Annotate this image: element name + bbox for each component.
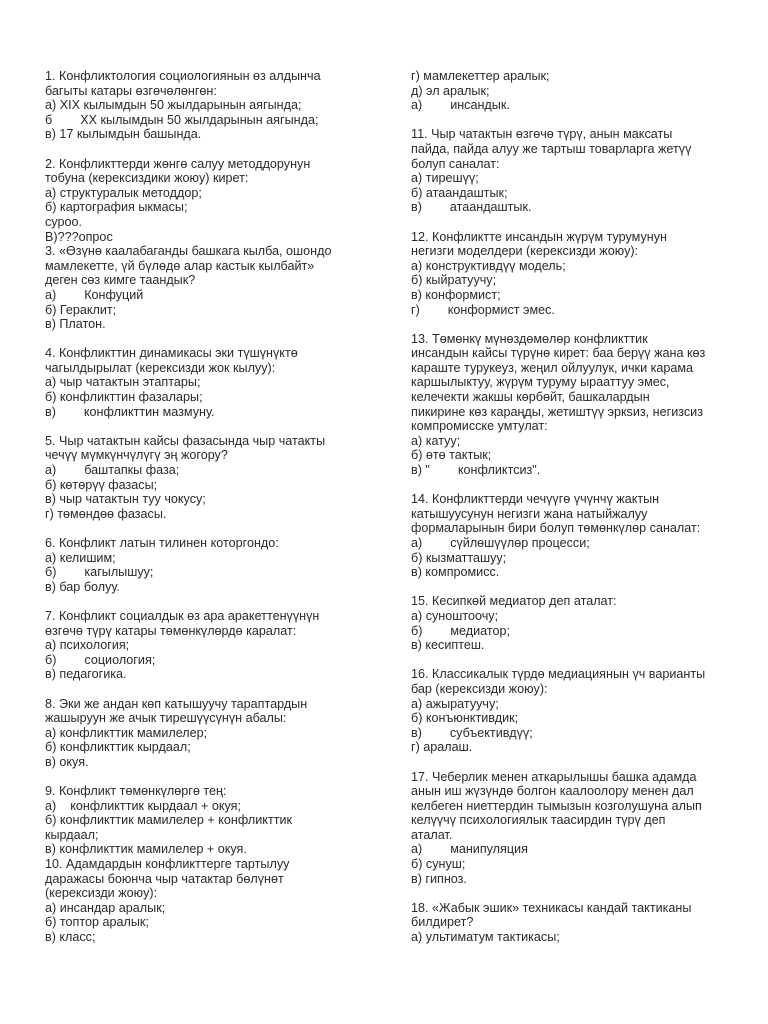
text-line: а) манипуляция xyxy=(411,842,528,857)
text-line: б) медиатор; xyxy=(411,623,511,638)
text-line: В)???опрос xyxy=(45,229,113,244)
text-line: а) конфликттик кырдаал + окуя; xyxy=(45,798,241,813)
text-line: б) конфликттик кырдаал; xyxy=(45,740,191,755)
text-line: 15. Кесипкөй медиатор деп аталат: xyxy=(411,594,617,609)
text-line: 11. Чыр чатактын өзгөчө түрү, анын максаты xyxy=(411,127,673,142)
text-line: г) аралаш. xyxy=(411,740,473,755)
blank-line xyxy=(45,142,375,157)
text-line: багыты катары өзгөчөлөнгөн: xyxy=(45,83,217,98)
text-line: 17. Чеберлик менен аткарылышы башка адамда xyxy=(411,769,697,784)
text-line: 6. Конфликт латын тилинен которгондо: xyxy=(45,536,279,550)
text-line: 14. Конфликттерди чечүүгө үчүнчү жактын xyxy=(411,492,660,507)
text-line: 7. Конфликт социалдык өз ара аракеттенүүнүн xyxy=(45,608,320,623)
text-line: б) кыйратуучу; xyxy=(411,273,497,288)
text-line: а) инсандар аралык; xyxy=(45,900,166,915)
text-line: в) бар болуу. xyxy=(45,579,120,594)
text-line: бар (керексизди жоюу): xyxy=(411,681,548,696)
left-column xyxy=(45,69,375,945)
text-line: б) кызматташуу; xyxy=(411,550,507,565)
text-line: болуп саналат: xyxy=(411,156,500,171)
text-line: анын иш жүзүндө болгон каалоолору менен дал xyxy=(411,784,694,799)
text-line: д) эл аралык; xyxy=(411,83,490,98)
text-line: б) социология; xyxy=(45,652,156,667)
text-line: в) 17 кылымдын башында. xyxy=(45,127,202,142)
text-line: а) ультиматум тактикасы; xyxy=(411,930,560,945)
text-line: а) XIX кылымдын 50 жылдарынын аягында; xyxy=(45,98,302,113)
text-line: (керексизди жоюу): xyxy=(45,886,158,901)
text-line: формаларынын бири болуп төмөнкүлөр саналат: xyxy=(411,521,701,536)
text-line: 5. Чыр чатактын кайсы фазасында чыр чатакты xyxy=(45,433,326,448)
text-line: инсандын кайсы түрүнө кирет: баа берүү жана көз xyxy=(411,346,706,361)
text-line: даражасы боюнча чыр чатактар бөлүнөт xyxy=(45,871,284,886)
text-line: а) тирешүү; xyxy=(411,171,479,186)
text-line: а) сүйлөшүүлөр процесси; xyxy=(411,536,590,550)
text-line: суроо. xyxy=(45,214,82,229)
text-line: 9. Конфликт төмөнкүлөргө тең: xyxy=(45,784,227,799)
text-line: а) баштапкы фаза; xyxy=(45,463,180,478)
text-line: кырдаал; xyxy=(45,827,99,842)
text-line: в) " конфликтсиз". xyxy=(411,463,541,478)
blank-line xyxy=(411,886,741,901)
blank-line xyxy=(411,113,741,128)
text-line: мамлекетте, үй бүлөдө алар кастык кылбайт» xyxy=(45,258,315,273)
text-line: в) Платон. xyxy=(45,317,106,332)
blank-line xyxy=(411,653,741,668)
text-line: жашыруун же ачык тирешүүсүнүн абалы: xyxy=(45,711,287,726)
text-line: в) гипноз. xyxy=(411,871,467,886)
blank-line xyxy=(411,317,741,332)
text-line: б XX кылымдын 50 жылдарынын аягында; xyxy=(45,112,319,127)
text-line: а) келишим; xyxy=(45,550,116,565)
text-line: б) көтөрүү фазасы; xyxy=(45,477,158,492)
blank-line xyxy=(411,478,741,493)
text-line: в) конфликттик мамилелер + окуя. xyxy=(45,842,247,857)
text-line: а) конфликттик мамилелер; xyxy=(45,725,208,740)
text-line: б) картография ыкмасы; xyxy=(45,200,188,215)
text-line: а) катуу; xyxy=(411,433,461,448)
text-line: каршылыктуу, жүрүм туруму ырааттуу эмес, xyxy=(411,375,670,390)
text-line: б) кагылышуу; xyxy=(45,565,154,580)
text-line: б) өтө тактык; xyxy=(411,448,492,463)
text-line: катышуусунун негизги жана натыйжалуу xyxy=(411,506,648,521)
text-line: өзгөчө түрү катары төмөнкүлөрдө каралат: xyxy=(45,623,297,638)
text-line: а) чыр чатактын этаптары; xyxy=(45,375,201,390)
text-line: в) субъективдүү; xyxy=(411,725,533,740)
text-line: б) конъюнктивдик; xyxy=(411,711,519,726)
text-line: а) ажыратуучу; xyxy=(411,696,499,711)
text-line: б) атаандаштык; xyxy=(411,185,508,200)
text-line: б) конфликттик мамилелер + конфликттик xyxy=(45,813,293,828)
blank-line xyxy=(411,755,741,770)
text-line: б) конфликттин фазалары; xyxy=(45,390,203,405)
text-line: в) кесиптеш. xyxy=(411,638,485,653)
text-line: тобуна (керексиздики жоюу) кирет: xyxy=(45,171,249,186)
text-line: 18. «Жабык эшик» техникасы кандай тактиканы xyxy=(411,900,692,915)
text-line: компромисске умтулат: xyxy=(411,419,548,434)
text-line: пайда, пайда алуу же тартыш товарларга жетүү xyxy=(411,141,692,156)
text-line: 2. Конфликттерди жөнгө салуу методдорунун xyxy=(45,156,311,171)
text-line: в) конформист; xyxy=(411,287,501,302)
text-line: билдирет? xyxy=(411,915,474,930)
text-line: деген сөз кимге таандык? xyxy=(45,273,196,288)
text-line: 3. «Өзүнө каалабаганды башкага кылба, ошондо xyxy=(45,244,332,259)
text-line: 16. Классикалык түрдө медиациянын үч варианты xyxy=(411,667,706,682)
text-line: негизги моделдери (керексизди жоюу): xyxy=(411,244,639,259)
text-line: в) конфликттин мазмуну. xyxy=(45,404,215,419)
text-line: б) сунуш; xyxy=(411,857,466,872)
text-line: в) компромисс. xyxy=(411,565,500,580)
text-line: караште турукеуз, жеңил ойлуулук, ички карама xyxy=(411,360,694,375)
text-line: 4. Конфликттин динамикасы эки түшүнүктө xyxy=(45,346,298,361)
blank-line xyxy=(45,682,375,697)
text-line: а) психология; xyxy=(45,638,130,653)
text-line: а) структуралык методдор; xyxy=(45,185,202,200)
text-line: 12. Конфликтте инсандын жүрүм турумунун xyxy=(411,229,667,244)
blank-line xyxy=(45,594,375,609)
text-line: в) класс; xyxy=(45,930,96,945)
text-line: келүүчү психологиялык таасирдин түрү деп xyxy=(411,813,666,828)
text-line: г) конформист эмес. xyxy=(411,302,555,317)
text-line: а) конструктивдүү модель; xyxy=(411,258,566,273)
text-line: аталат. xyxy=(411,827,453,842)
text-line: г) төмөндөө фазасы. xyxy=(45,506,167,521)
text-line: в) окуя. xyxy=(45,754,89,769)
text-line: в) атаандаштык. xyxy=(411,200,532,215)
blank-line xyxy=(45,332,375,347)
blank-line xyxy=(45,521,375,536)
text-line: б) Гераклит; xyxy=(45,302,117,317)
text-line: 8. Эки же андан көп катышуучу тараптардын xyxy=(45,696,308,711)
text-line: в) чыр чатактын туу чокусу; xyxy=(45,492,206,507)
text-line: 1. Конфликтология социологиянын өз алдынча xyxy=(45,69,321,83)
blank-line xyxy=(411,580,741,595)
text-line: пикирине көз караңды, жетиштүү эркsиз, негизсиз xyxy=(411,404,703,419)
text-line: г) мамлекеттер аралык; xyxy=(411,69,550,83)
text-line: чечүү мүмкүнчүлүгү эң жогору? xyxy=(45,448,228,463)
right-column xyxy=(411,69,741,945)
text-line: а) суноштоочу; xyxy=(411,608,499,623)
text-line: 10. Адамдардын конфликттерге тартылуу xyxy=(45,857,290,872)
text-line: келбеген ниеттердин тымызын козголушуна алып xyxy=(411,798,702,813)
text-line: б) топтор аралык; xyxy=(45,915,149,930)
text-line: а) инсандык. xyxy=(411,98,510,113)
blank-line xyxy=(45,419,375,434)
text-line: чагылдырылат (керексизди жок кылуу): xyxy=(45,360,276,375)
blank-line xyxy=(411,215,741,230)
text-line: 13. Төмөнкү мүнөздөмөлөр конфликттик xyxy=(411,331,648,346)
text-line: келечекти жакшы көрбөйт, башкалардын xyxy=(411,390,650,405)
text-line: в) педагогика. xyxy=(45,667,127,682)
text-line: а) Конфуций xyxy=(45,287,144,302)
blank-line xyxy=(45,770,375,785)
